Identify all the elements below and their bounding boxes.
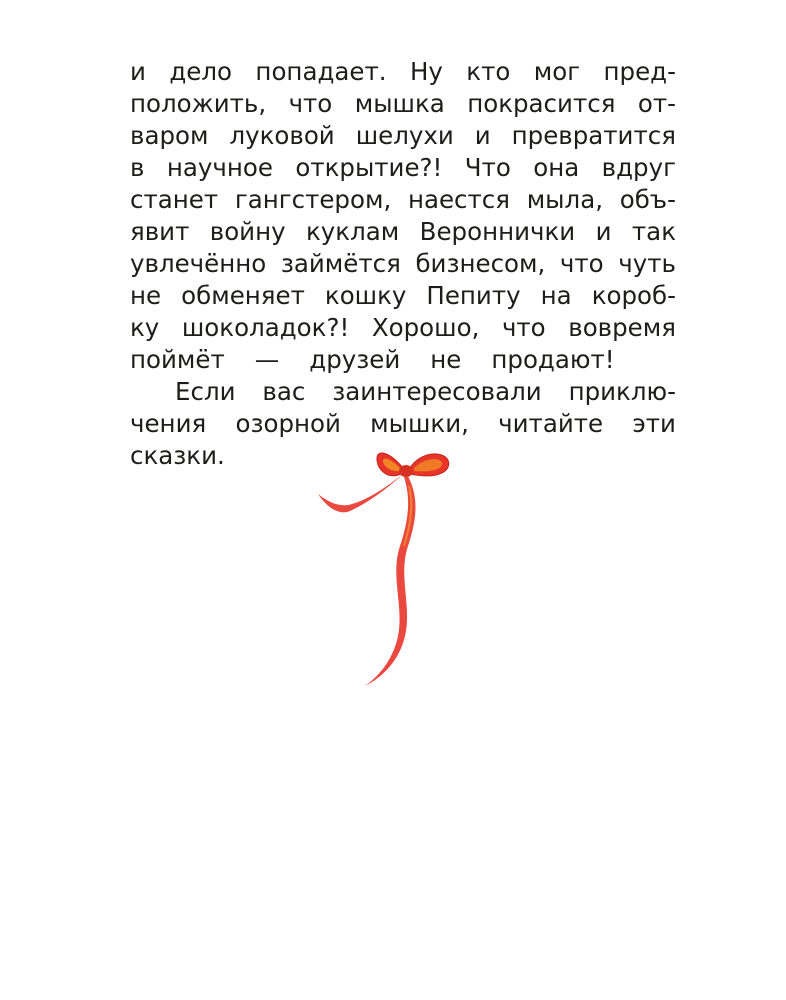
word: эти (632, 409, 676, 438)
word: Вероннички (419, 217, 576, 246)
word: и (474, 121, 491, 150)
word: читайте (498, 409, 604, 438)
word: куклам (306, 217, 400, 246)
word: станет (130, 185, 219, 214)
word: мог (533, 57, 581, 86)
word: мыла, (526, 185, 603, 214)
word: бизнесом, (415, 249, 546, 278)
word: Пепиту (426, 281, 521, 310)
word: не (430, 345, 462, 374)
word: Что (464, 153, 511, 182)
word: пред- (603, 57, 676, 86)
ribbon-knot (399, 465, 413, 477)
ribbon-left-tail (318, 475, 402, 512)
word: и (130, 57, 146, 86)
text-line-4 (130, 152, 676, 184)
word: вовремя (568, 313, 676, 342)
red-ribbon-bow-icon (310, 446, 460, 691)
word: сказки. (130, 441, 225, 470)
word: покрасится (467, 89, 616, 118)
word: наестся (407, 185, 510, 214)
text-line-1 (130, 56, 676, 88)
text-line-2 (130, 88, 676, 120)
word: дело (169, 57, 233, 86)
text-line-7 (130, 248, 676, 280)
word: Ну (409, 57, 443, 86)
word: от- (637, 89, 676, 118)
word: короб- (591, 281, 676, 310)
text-line-12 (130, 408, 676, 440)
word: ку (130, 313, 160, 342)
word: чения (130, 409, 207, 438)
text-line-8 (130, 280, 676, 312)
word: объ- (619, 185, 676, 214)
word: так (631, 217, 676, 246)
word: кто (466, 57, 511, 86)
word: открытие?! (295, 153, 443, 182)
word: кошку (324, 281, 407, 310)
body-text (130, 56, 676, 472)
word: научное (166, 153, 273, 182)
word: попадает. (255, 57, 387, 86)
word: она (533, 153, 580, 182)
word: чуть (618, 249, 676, 278)
text-line-11 (130, 376, 676, 408)
word: луковой (229, 121, 335, 150)
word: друзей (309, 345, 401, 374)
word: шелухи (355, 121, 454, 150)
word: приклю- (568, 377, 676, 406)
word: озорной (235, 409, 341, 438)
word: положить, (130, 89, 267, 118)
word: явит (130, 217, 190, 246)
word: не (130, 281, 162, 310)
word: войну (209, 217, 286, 246)
ribbon-right-tail (365, 476, 416, 686)
text-line-9 (130, 312, 676, 344)
word: Хорошо, (371, 313, 480, 342)
word: вдруг (601, 153, 676, 182)
text-line-10 (130, 344, 676, 376)
text-line-5 (130, 184, 676, 216)
word: и (595, 217, 612, 246)
text-line-6 (130, 216, 676, 248)
word: займётся (280, 249, 401, 278)
word: обменяет (181, 281, 305, 310)
word: мышка (354, 89, 445, 118)
word: шоколадок?! (181, 313, 350, 342)
word: Если (175, 377, 236, 406)
word: увлечённо (130, 249, 267, 278)
word: что (559, 249, 604, 278)
word: продают! (491, 345, 615, 374)
word: поймёт (130, 345, 225, 374)
word: — (254, 345, 280, 374)
word: в (130, 153, 145, 182)
text-line-3 (130, 120, 676, 152)
word: что (288, 89, 333, 118)
word: варом (130, 121, 209, 150)
word: гангстером, (234, 185, 392, 214)
word: заинтересовали (332, 377, 542, 406)
word: что (501, 313, 546, 342)
word: вас (262, 377, 306, 406)
word: мышки, (370, 409, 469, 438)
word: на (540, 281, 572, 310)
word: превратится (511, 121, 676, 150)
